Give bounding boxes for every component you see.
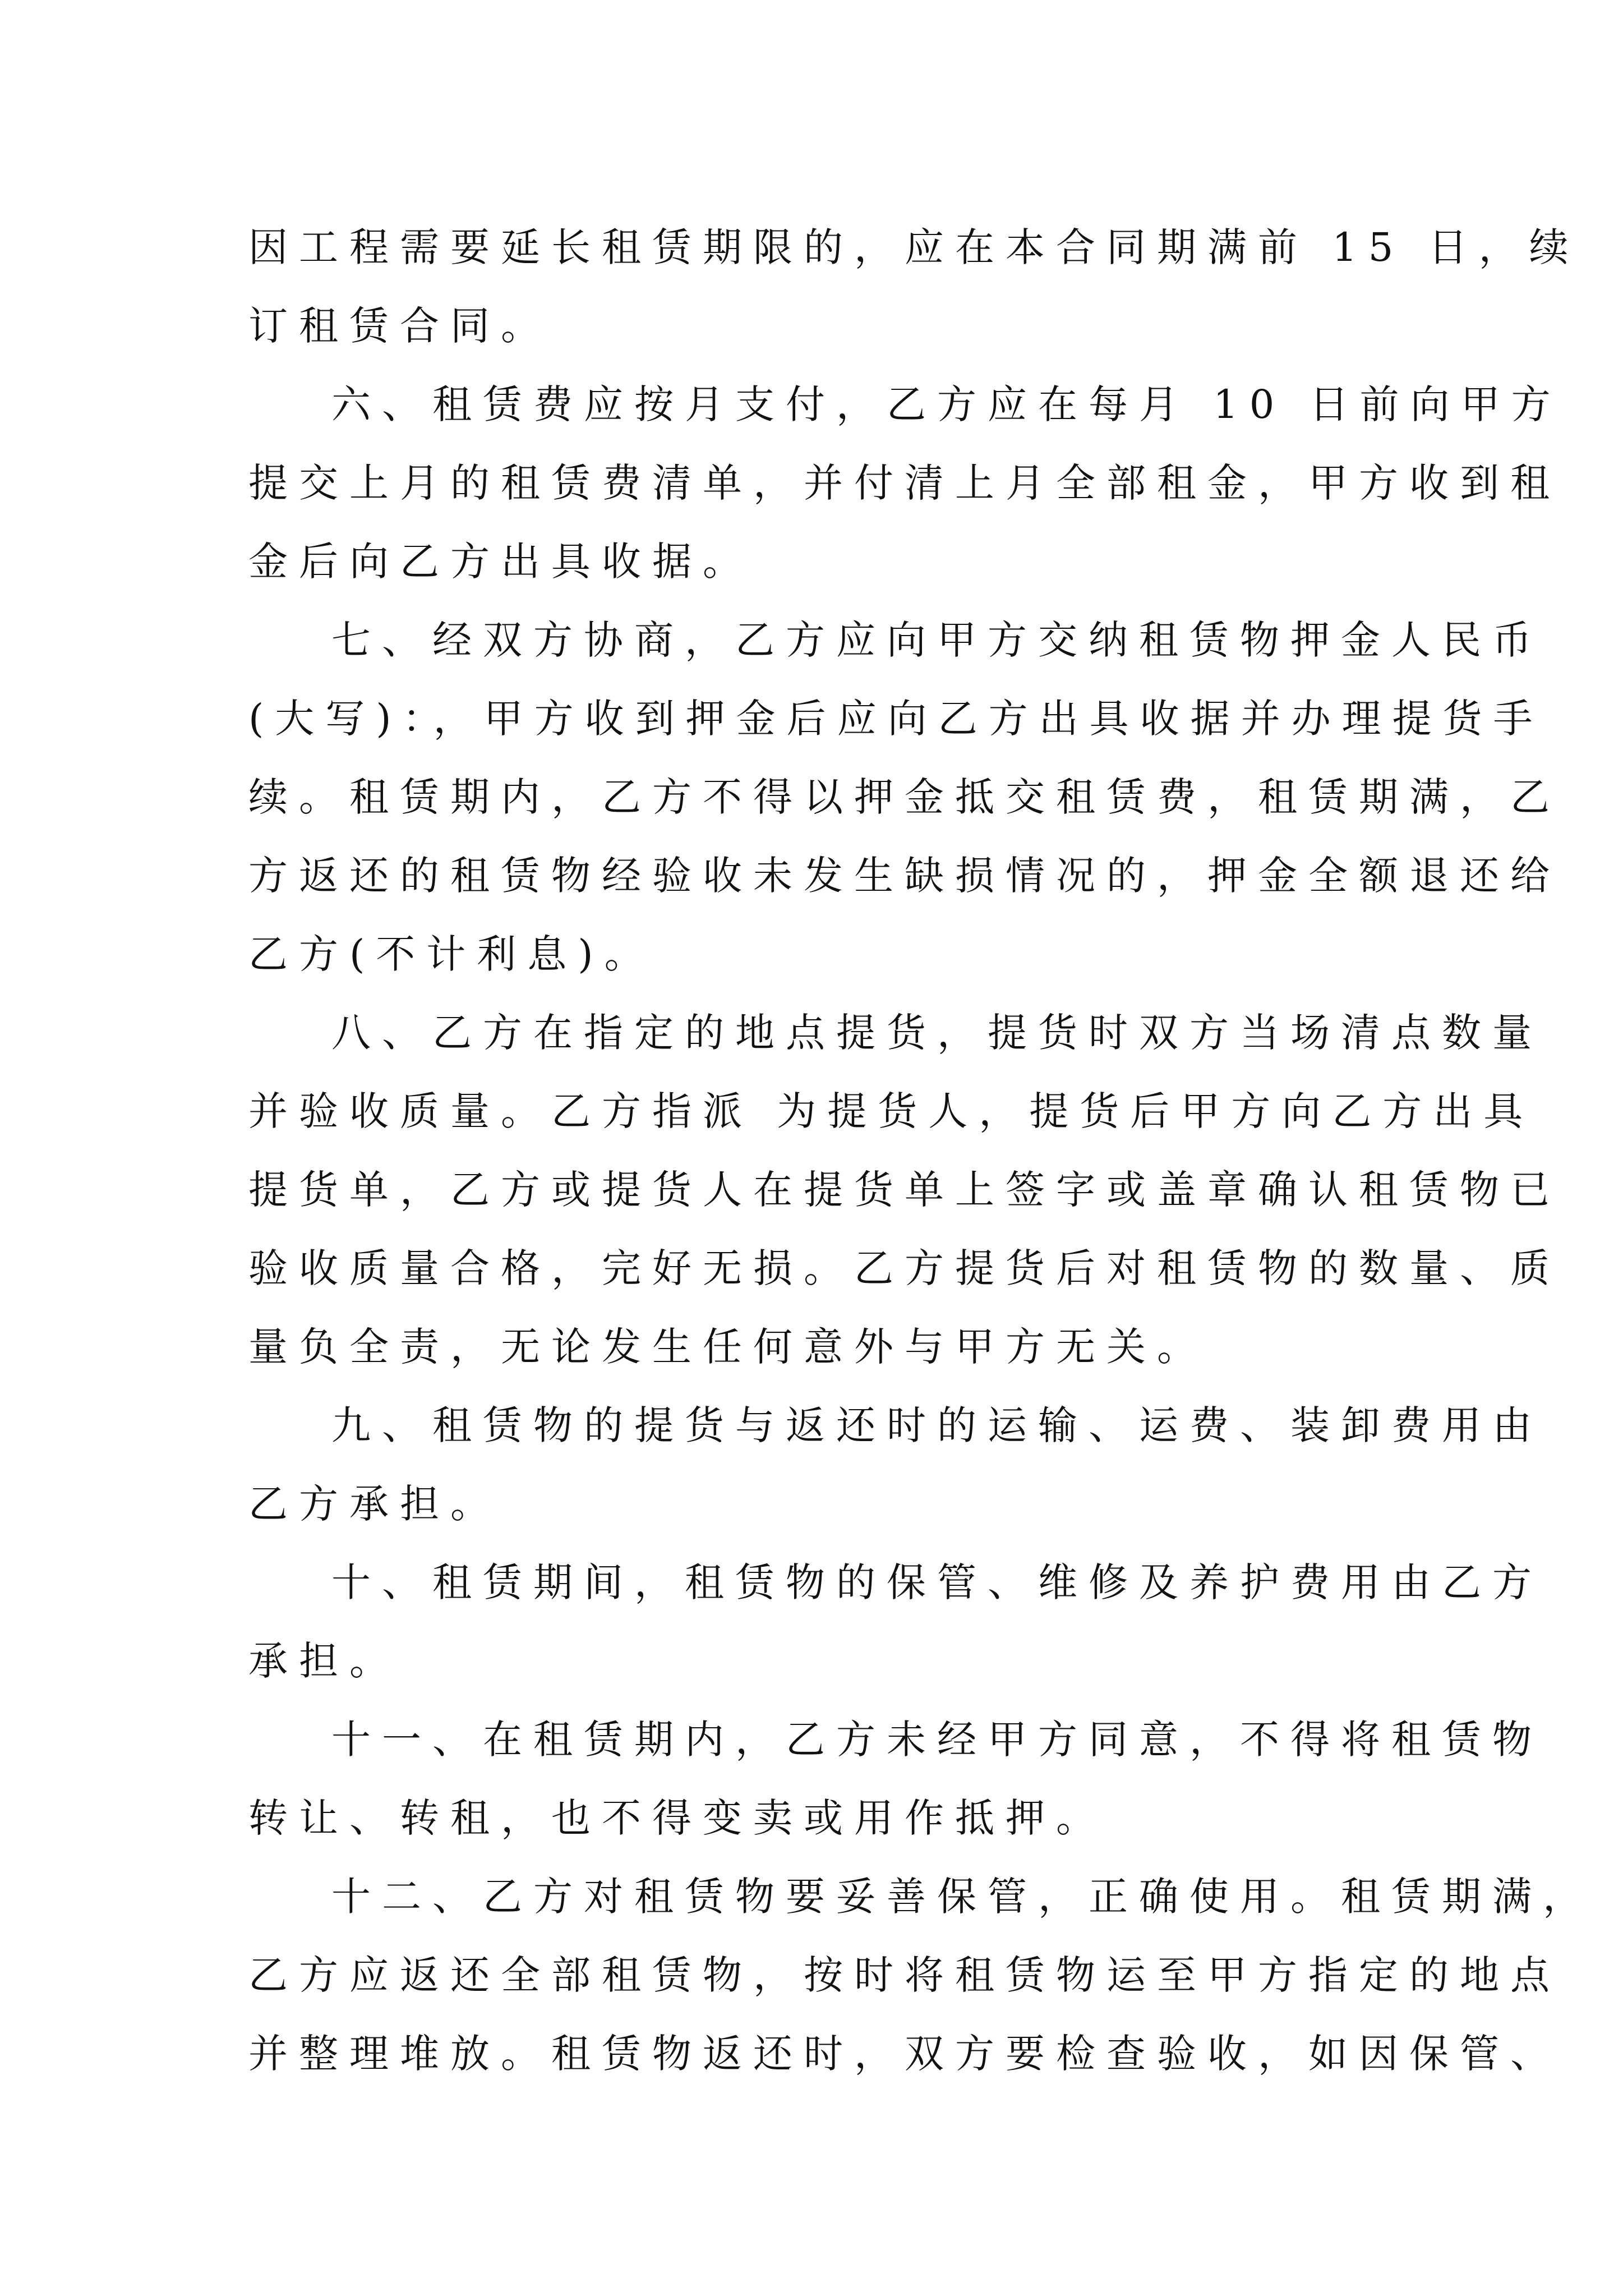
text-line: 乙方应返还全部租赁物，按时将租赁物运至甲方指定的地点 [248,1952,1561,1998]
text-line: 转让、转租，也不得变卖或用作抵押。 [248,1795,1106,1841]
text-line: (大写)：，甲方收到押金后应向乙方出具收据并办理提货手 [248,696,1544,742]
paragraph-start-line: 六、租赁费应按月支付，乙方应在每月 10 日前向甲方 [331,381,1562,427]
paragraph-start-line: 七、经双方协商，乙方应向甲方交纳租赁物押金人民币 [331,617,1543,663]
text-line: 订租赁合同。 [248,303,551,349]
text-line: 因工程需要延长租赁期限的，应在本合同期满前 15 日，续 [248,224,1580,270]
paragraph-start-line: 十二、乙方对租赁物要妥善保管，正确使用。租赁期满， [331,1874,1593,1920]
text-line: 并验收质量。乙方指派 为提货人，提货后甲方向乙方出具 [248,1088,1534,1134]
text-line: 金后向乙方出具收据。 [248,539,753,585]
text-line: 并整理堆放。租赁物返还时，双方要检查验收，如因保管、 [248,2031,1561,2077]
text-line: 方返还的租赁物经验收未发生缺损情况的，押金全额退还给 [248,853,1561,899]
text-line: 乙方(不计利息)。 [248,931,655,977]
text-line: 提交上月的租赁费清单，并付清上月全部租金，甲方收到租 [248,460,1561,506]
paragraph-start-line: 十一、在租赁期内，乙方未经甲方同意，不得将租赁物 [331,1717,1543,1763]
paragraph-start-line: 八、乙方在指定的地点提货，提货时双方当场清点数量 [331,1010,1543,1056]
text-line: 承担。 [248,1638,400,1684]
text-line: 乙方承担。 [248,1481,501,1527]
text-line: 量负全责，无论发生任何意外与甲方无关。 [248,1324,1207,1370]
text-line: 续。租赁期内，乙方不得以押金抵交租赁费，租赁期满，乙 [248,774,1561,820]
text-line: 验收质量合格，完好无损。乙方提货后对租赁物的数量、质 [248,1245,1561,1291]
text-line: 提货单，乙方或提货人在提货单上签字或盖章确认租赁物已 [248,1167,1561,1213]
paragraph-start-line: 九、租赁物的提货与返还时的运输、运费、装卸费用由 [331,1402,1543,1448]
paragraph-start-line: 十、租赁期间，租赁物的保管、维修及养护费用由乙方 [331,1559,1543,1605]
